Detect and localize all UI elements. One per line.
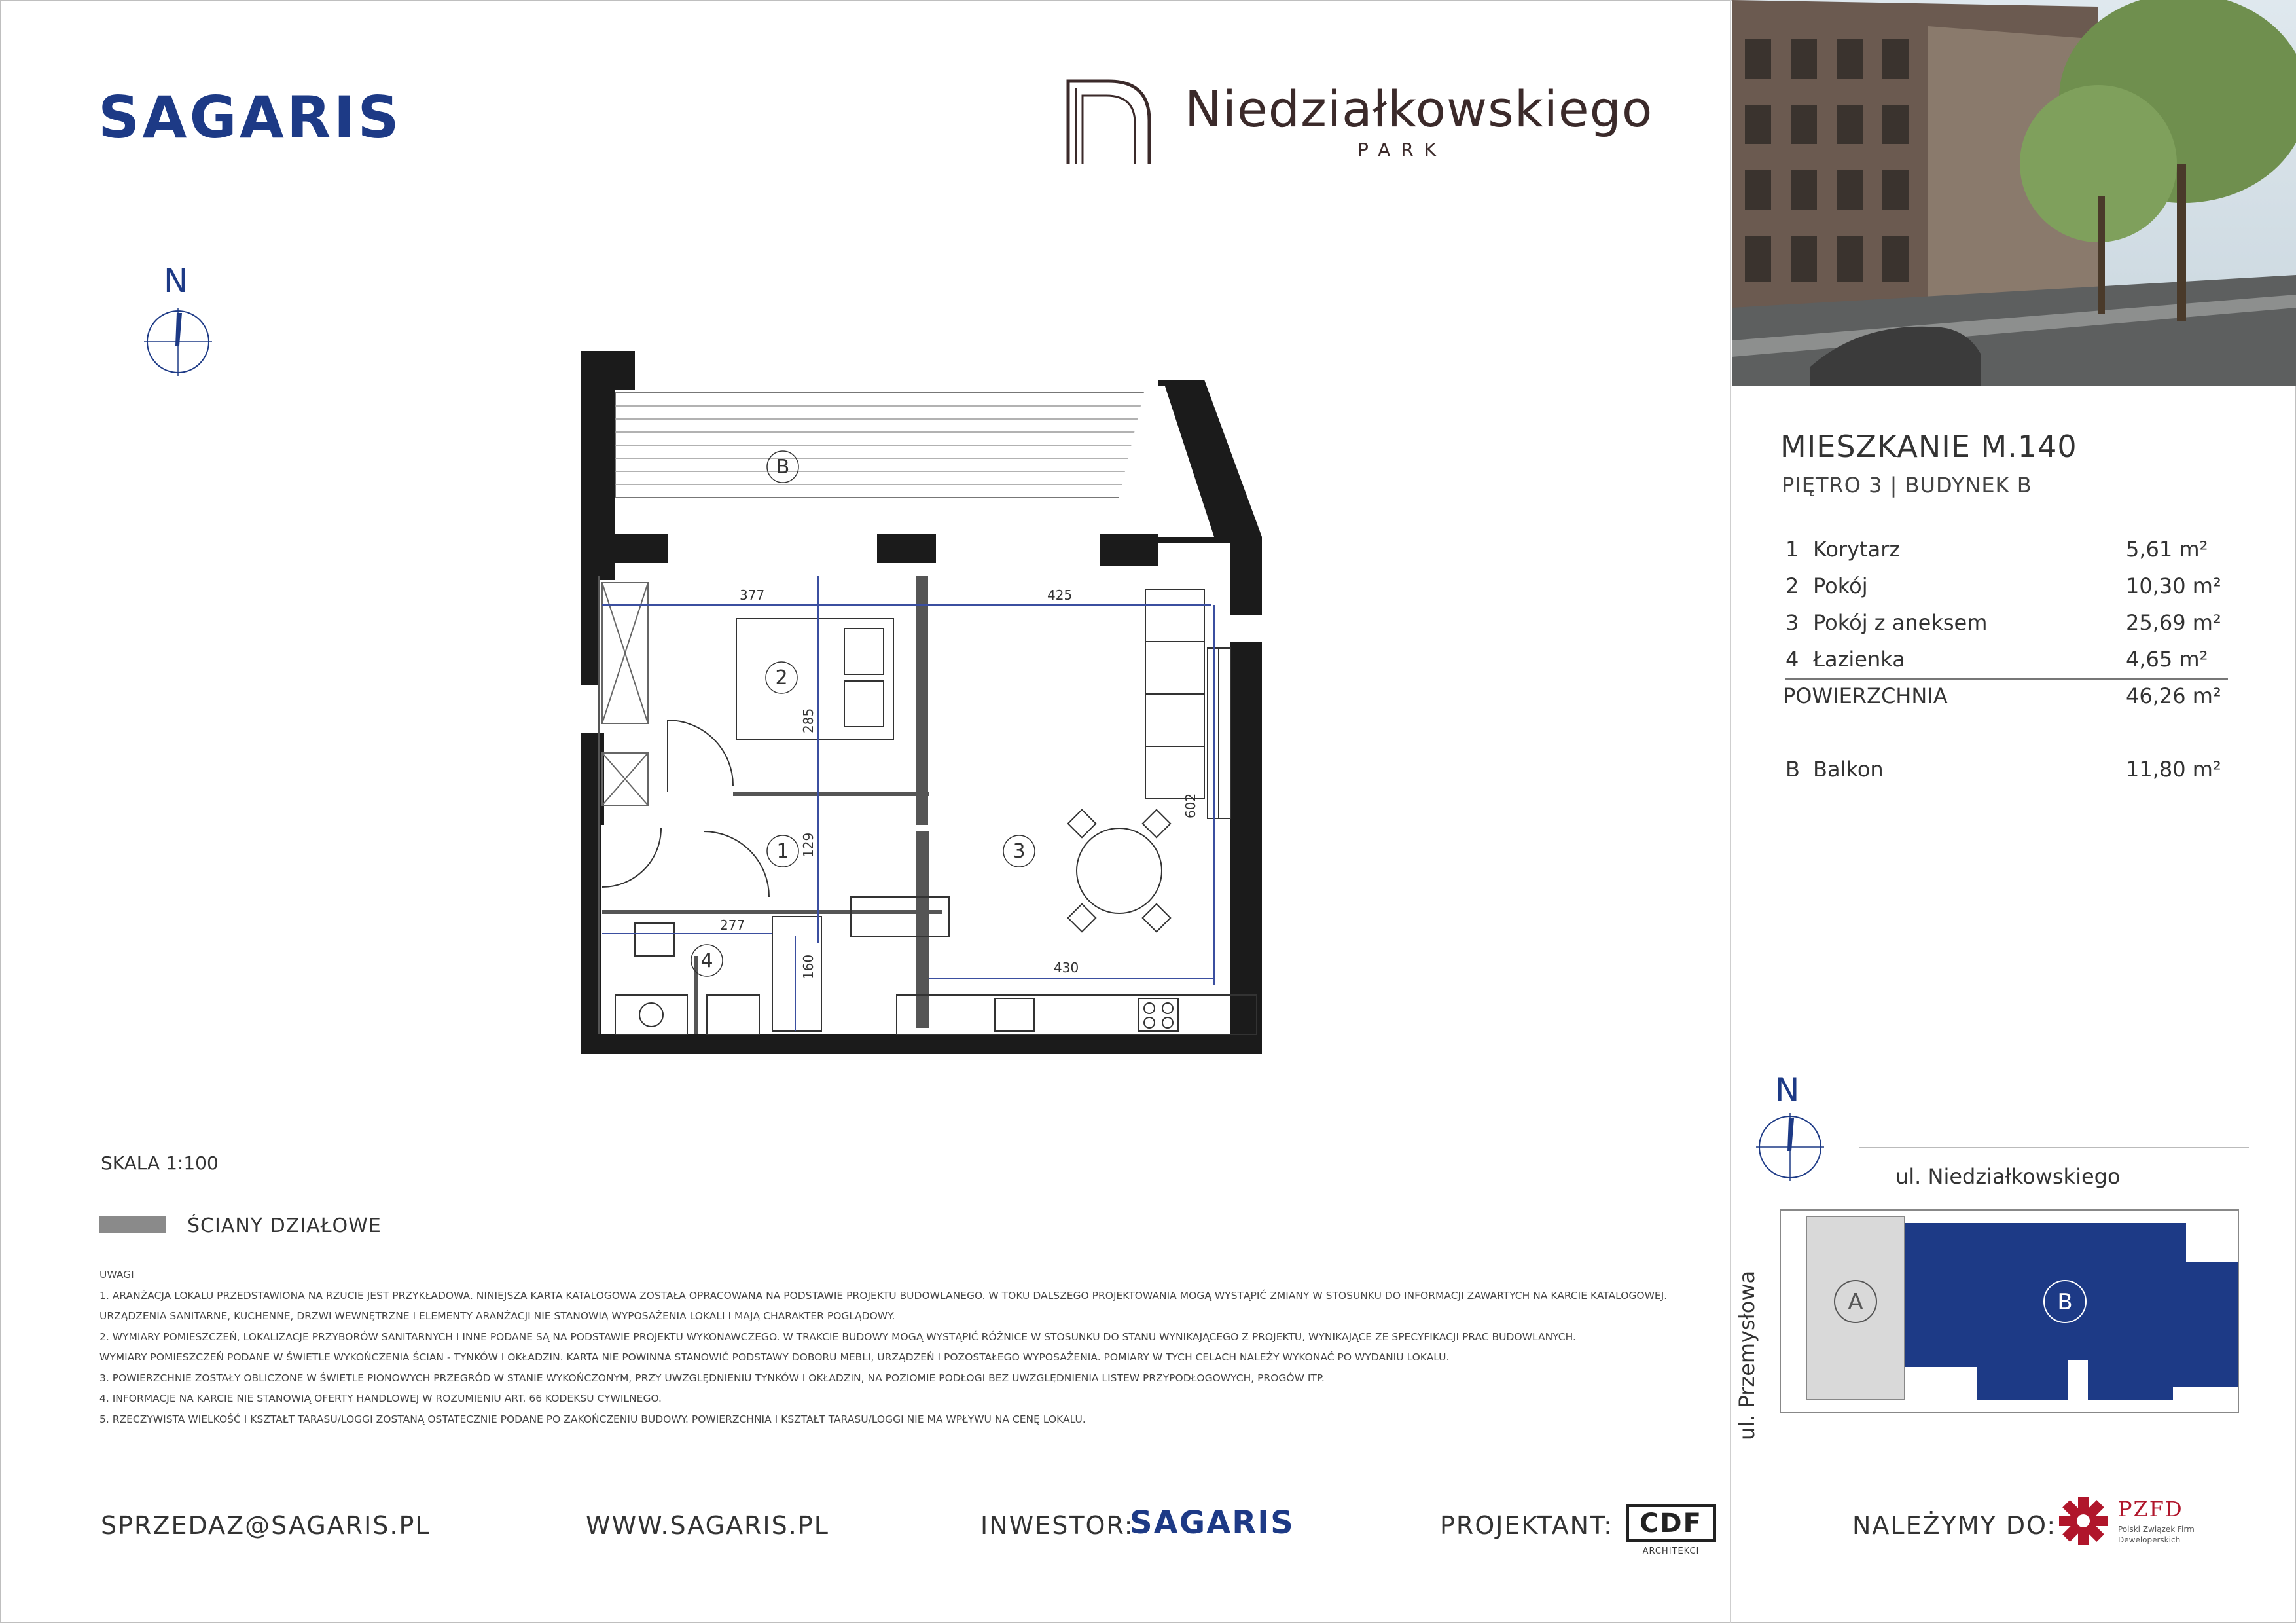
- member-logo: PZFD: [2118, 1497, 2183, 1522]
- balcony-name: Balkon: [1813, 757, 1884, 782]
- pzfd-logo-icon: [2056, 1494, 2110, 1548]
- dim-602: 602: [1183, 793, 1198, 818]
- street-side-label: ul. Przemysłowa: [1734, 1270, 1759, 1440]
- dim-425: 425: [1047, 587, 1073, 603]
- balcony-num: B: [1785, 757, 1800, 782]
- street-top-label: ul. Niedziałkowskiego: [1895, 1164, 2121, 1189]
- building-a-label: A: [1848, 1289, 1863, 1315]
- room-name: Korytarz: [1813, 537, 1901, 562]
- balcony-row: [1785, 757, 2231, 793]
- investor-logo: SAGARIS: [1130, 1504, 1295, 1541]
- dim-285: 285: [800, 708, 816, 733]
- site-north-label: N: [1775, 1071, 1800, 1109]
- building-rendering: [1732, 0, 2296, 386]
- sagaris-logo: SAGARIS: [98, 84, 402, 151]
- room-name: Łazienka: [1813, 647, 1905, 672]
- member-sub: Polski Związek Firm Deweloperskich: [2118, 1525, 2195, 1544]
- north-label: N: [164, 262, 188, 300]
- designer-label: PROJEKTANT:: [1440, 1511, 1613, 1540]
- building-b-label: B: [2057, 1289, 2073, 1315]
- project-name: Niedziałkowskiego: [1185, 80, 1653, 138]
- dim-277: 277: [720, 917, 745, 933]
- room-row: [1785, 574, 2231, 610]
- room-table: [1785, 537, 2231, 793]
- total-area: 46,26 m²: [2126, 684, 2221, 708]
- note-line: WYMIARY POMIESZCZEŃ PODANE W ŚWIETLE WYKOŃCZENIA ŚCIAN - TYNKÓW I OKŁADZIN. KARTA NIE POWINNA STANOWIĆ PODSTAWY DOBORU MEBLI, URZĄDZEŃ I POZOSTAŁEGO WYPOSAŻENIA. POMIARY W TYCH CELACH NALEŻY WYKONAĆ PO WYDANIU LOKALU.: [99, 1351, 1450, 1363]
- note-heading: UWAGI: [99, 1269, 134, 1281]
- site-map: [1780, 1203, 2245, 1419]
- scale-label: SKALA 1:100: [101, 1152, 219, 1174]
- street-line: [1859, 1147, 2249, 1148]
- total-row: [1785, 684, 2231, 720]
- room-name: Pokój: [1813, 574, 1868, 598]
- dim-160: 160: [800, 954, 816, 979]
- note-line: 1. ARANŻACJA LOKALU PRZEDSTAWIONA NA RZUCIE JEST PRZYKŁADOWA. NINIEJSZA KARTA KATALOGOWA ZOSTAŁA OPRACOWANA NA PODSTAWIE PROJEKTU BUDOWLANEGO. W TOKU DALSZEGO PROJEKTOWANIA MOGĄ WYSTĄPIĆ ZMIANY W STOSUNKU DO INFORMACJI ZAWARTYCH NA KARCIE KATALOGOWEJ.: [99, 1289, 1668, 1302]
- park-logo-mark: [1066, 77, 1157, 164]
- room-num: 2: [1785, 574, 1799, 598]
- apartment-title: MIESZKANIE M.140: [1780, 429, 2077, 464]
- footer-email[interactable]: SPRZEDAZ@SAGARIS.PL: [101, 1511, 431, 1540]
- note-line: 5. RZECZYWISTA WIELKOŚĆ I KSZTAŁT TARASU/LOGGI ZOSTANĄ OSTATECZNIE PODANE PO ZAKOŃCZENIU BUDOWY. POWIERZCHNIA I KSZTAŁT TARASU/LOGGI NIE MA WPŁYWU NA CENĘ LOKALU.: [99, 1413, 1086, 1425]
- room-row: [1785, 610, 2231, 647]
- room-area: 4,65 m²: [2126, 647, 2208, 672]
- room-name: Pokój z aneksem: [1813, 610, 1988, 635]
- project-sub: PARK: [1357, 139, 1447, 160]
- floor-plan: [576, 347, 1270, 1067]
- room-num: 3: [1785, 610, 1799, 635]
- dim-430: 430: [1054, 960, 1079, 976]
- room-num: 1: [1785, 537, 1799, 562]
- room-num: 4: [1785, 647, 1799, 672]
- balcony-area: 11,80 m²: [2126, 757, 2221, 782]
- dim-129: 129: [800, 832, 816, 858]
- room-label-balcony: B: [776, 456, 790, 479]
- room-label-2: 2: [775, 666, 788, 689]
- designer-logo: CDF: [1626, 1504, 1716, 1542]
- investor-label: INWESTOR:: [980, 1511, 1134, 1540]
- legend-label: ŚCIANY DZIAŁOWE: [187, 1214, 382, 1237]
- room-row: [1785, 537, 2231, 574]
- notes: [99, 1265, 1710, 1430]
- note-line: 4. INFORMACJE NA KARCIE NIE STANOWIĄ OFERTY HANDLOWEJ W ROZUMIENIU ART. 66 KODEKSU CYWILNEGO.: [99, 1393, 662, 1404]
- apartment-subtitle: PIĘTRO 3 | BUDYNEK B: [1782, 473, 2032, 498]
- footer-website[interactable]: WWW.SAGARIS.PL: [586, 1511, 829, 1540]
- balcony-deck: [615, 393, 1152, 498]
- total-separator: [1785, 678, 2228, 680]
- dim-377: 377: [740, 587, 765, 603]
- room-label-3: 3: [1013, 840, 1026, 863]
- room-area: 5,61 m²: [2126, 537, 2208, 562]
- site-compass-icon: [1756, 1113, 1824, 1181]
- room-label-1: 1: [776, 840, 789, 863]
- member-label: NALEŻYMY DO:: [1852, 1511, 2057, 1540]
- column-divider: [1730, 0, 1731, 1623]
- total-label: POWIERZCHNIA: [1783, 684, 1948, 708]
- room-area: 10,30 m²: [2126, 574, 2221, 598]
- legend-swatch: [99, 1216, 166, 1233]
- note-line: 3. POWIERZCHNIE ZOSTAŁY OBLICZONE W ŚWIETLE PIONOWYCH PRZEGRÓD W STANIE WYKOŃCZONYM, PRZY UWZGLĘDNIENIU TYNKÓW I OKŁADZIN, NA POZIOMIE PODŁOGI BEZ UWZGLĘDNIENIA LISTEW PRZYPODŁOGOWYCH, PROGÓW ITP.: [99, 1372, 1325, 1384]
- note-line: URZĄDZENIA SANITARNE, KUCHENNE, DRZWI WEWNĘTRZNE I ELEMENTY ARANŻACJI NIE STANOWIĄ WYPOSAŻENIA LOKALI I MAJĄ CHARAKTER POGLĄDOWY.: [99, 1310, 895, 1322]
- room-area: 25,69 m²: [2126, 610, 2221, 635]
- compass-icon: [144, 308, 212, 376]
- designer-sub: ARCHITEKCI: [1642, 1546, 1700, 1556]
- note-line: 2. WYMIARY POMIESZCZEŃ, LOKALIZACJE PRZYBORÓW SANITARNYCH I INNE PODANE SĄ NA PODSTAWIE PROJEKTU WYKONAWCZEGO. W TRAKCIE BUDOWY MOGĄ WYSTĄPIĆ RÓŻNICE W STOSUNKU DO STANU WYNIKAJĄCEGO Z PROJEKTU, WYNIKAJĄCE ZE SPECYFIKACJI PRAC BUDOWLANYCH.: [99, 1330, 1576, 1343]
- room-label-4: 4: [700, 949, 713, 972]
